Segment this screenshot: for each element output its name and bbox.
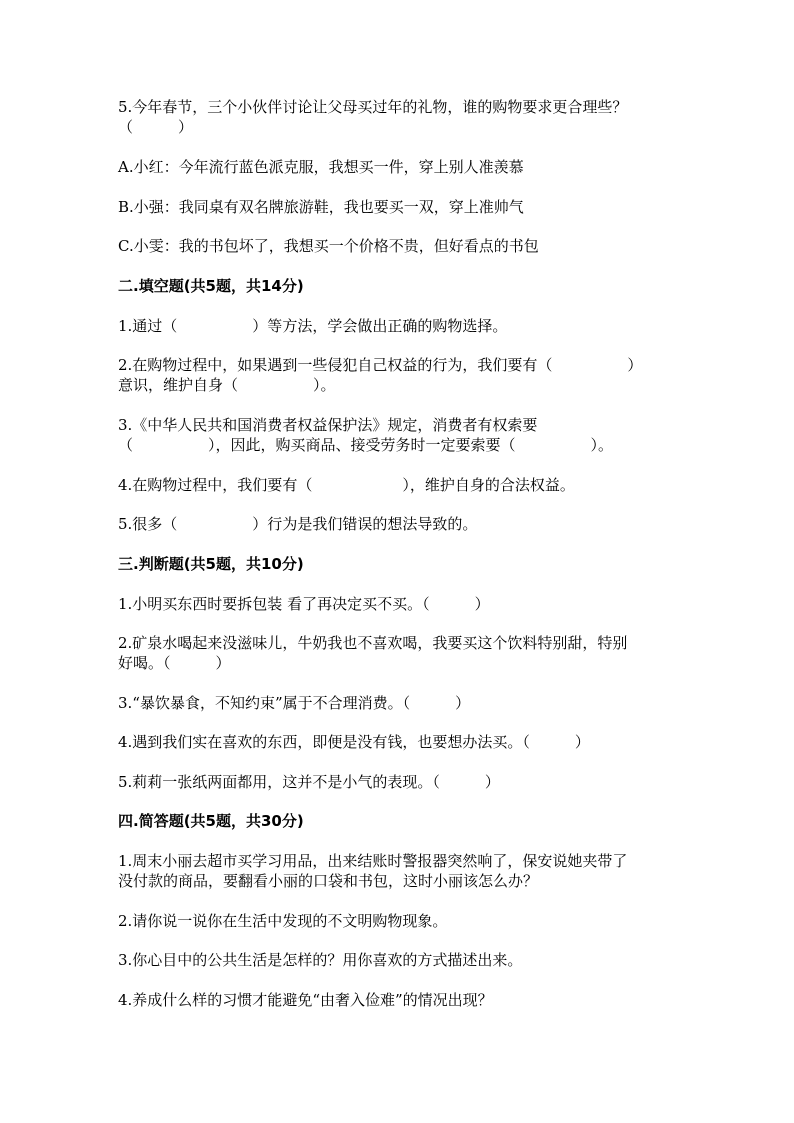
question-text: 4.遇到我们实在喜欢的东西，即便是没有钱，也要想办法买。（ ） — [118, 733, 590, 751]
answer-blank: （ ） — [118, 118, 194, 136]
question-text: 2.请你说一说你在生活中发现的不文明购物现象。 — [118, 912, 448, 930]
question-text: 3.《中华人民共和国消费者权益保护法》规定，消费者有权索要 — [118, 416, 538, 434]
option-c: C.小雯：我的书包坏了，我想买一个价格不贵，但好看点的书包 — [118, 237, 539, 255]
question-text: 没付款的商品，要翻看小丽的口袋和书包，这时小丽该怎么办？ — [118, 872, 539, 890]
question-text: 1.小明买东西时要拆包装 看了再决定买不买。（ ） — [118, 595, 490, 613]
question-text: 2.在购物过程中，如果遇到一些侵犯自己权益的行为，我们要有（ ） — [118, 356, 643, 374]
question-text: 1.通过（ ）等方法，学会做出正确的购物选择。 — [118, 317, 508, 335]
section-heading-fill-blank: 二.填空题(共5题，共14分) — [118, 277, 304, 295]
question-stem: 5.今年春节，三个小伙伴讨论让父母买过年的礼物，谁的购物要求更合理些？ — [118, 98, 628, 116]
question-text: （ ），因此，购买商品、接受劳务时一定要索要（ ）。 — [118, 436, 614, 454]
question-text: 5.莉莉一张纸两面都用，这并不是小气的表现。（ ） — [118, 773, 500, 791]
question-text: 3.你心目中的公共生活是怎样的？用你喜欢的方式描述出来。 — [118, 951, 523, 969]
question-text: 2.矿泉水喝起来没滋味儿，牛奶我也不喜欢喝，我要买这个饮料特别甜，特别 — [118, 634, 628, 652]
question-text: 好喝。（ ） — [118, 654, 231, 672]
question-text: 1.周末小丽去超市买学习用品，出来结账时警报器突然响了，保安说她夹带了 — [118, 852, 628, 870]
option-a: A.小红：今年流行蓝色派克服，我想买一件，穿上别人准羡慕 — [118, 158, 524, 176]
question-text: 3.“暴饮暴食，不知约束”属于不合理消费。（ ） — [118, 694, 471, 712]
question-text: 4.养成什么样的习惯才能避免“由奢入俭难”的情况出现？ — [118, 991, 493, 1009]
question-text: 4.在购物过程中，我们要有（ ），维护自身的合法权益。 — [118, 476, 575, 494]
section-heading-true-false: 三.判断题(共5题，共10分) — [118, 555, 304, 573]
section-heading-short-answer: 四.简答题(共5题，共30分) — [118, 812, 304, 830]
question-text: 意识，维护自身（ ）。 — [118, 376, 336, 394]
question-text: 5.很多（ ）行为是我们错误的想法导致的。 — [118, 515, 478, 533]
option-b: B.小强：我同桌有双名牌旅游鞋，我也要买一双，穿上准帅气 — [118, 198, 524, 216]
